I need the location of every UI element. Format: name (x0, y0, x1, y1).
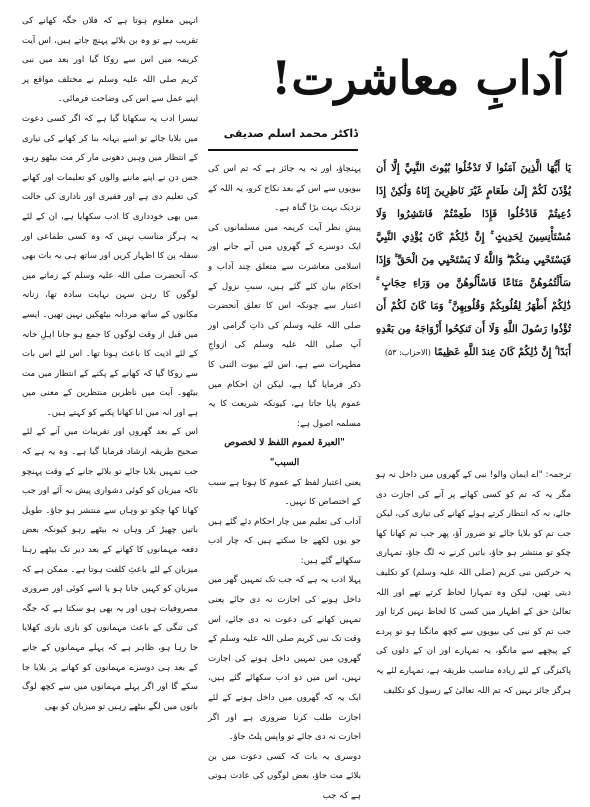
byline-rule (208, 149, 358, 151)
verse-reference: (الاحزاب: ۵۳) (384, 348, 431, 357)
paragraph: دوسری یہ بات کہ کسی دعوت میں بن بلائے مت جاؤ، بعض لوگوں کی عادت ہوتی ہے کہ جب (208, 751, 361, 801)
column-middle (208, 160, 361, 801)
quran-verse (376, 157, 571, 364)
translation-paragraph: ترجمہ: "اے ایمان والو! نبی کے گھروں میں داخل نہ ہو مگر یہ کہ تم کو کسی کھانے پر آنے کی اجازت دی جائے، نہ کہ انتظار کرتے ہوئے کھانے کی تیاری کی، لیکن جب تم کو بلایا جائے تو ضرور آؤ، پھر جب تم کھانا کھا چکو تو منتشر ہو جاؤ، باتیں کرنے نہ لگ جاؤ، تمہاری یہ حرکتیں نبی کریم (صلی اللہ علیہ وسلم) کو تکلیف دیتی تھیں، لیکن وہ تمہارا لحاظ کرتے تھے اور اللہ تعالیٰ حق کے اظہار میں کسی کا لحاظ نہیں کرتا اور جب تم کو نبی کی بیویوں سے کچھ مانگنا ہو تو پردے کے پیچھے سے مانگو، یہ تمہارے اور ان کے دلوں کی پاکیزگی کے لئے زیادہ مناسب طریقہ ہے، تمہارے لئے یہ ہرگز جائز نہیں کہ تم اللہ تعالیٰ کے رسول کو تکلیف (376, 470, 571, 696)
column-left (22, 12, 198, 792)
paragraph: پہلا ادب یہ ہے کہ جب تک تمہیں گھر میں داخل ہونے کی اجازت نہ دی جائے یعنی تمہیں کھانے کی دعوت نہ دی جائے، اس وقت تک نبی کریم صلی اللہ علیہ وسلم کے گھروں میں تمہیں داخل ہونے کی اجازت نہیں، اس میں دو ادب سکھائے گئے ہیں، ایک یہ کہ گھروں میں داخل ہونے کے لئے اجازت طلب کرنا ضروری ہے اور اگر اجازت نہ دی جائے تو واپس پلٹ جاؤ۔ (208, 575, 361, 743)
paragraph: یعنی اعتبار لفظ کے عموم کا ہوتا ہے سبب کے اختصاص کا نہیں۔ (208, 477, 361, 508)
paragraph: پیشِ نظر آیت کریمہ میں مسلمانوں کی ایک دوسرے کے گھروں میں آنے جانے اور اسلامی معاشرت سے متعلق چند آداب و احکام بیان کئے گئے ہیں، سببِ نزول کے اعتبار سے چونکہ اس کا تعلق آنحضرت صلی اللہ علیہ وسلم کی ذاتِ گرامی اور آپ صلی اللہ علیہ وسلم کی ازواجِ مطہرات سے ہے، اس لئے بیوت النبی کا ذکر فرمایا گیا ہے، لیکن ان احکام میں عموم پایا جاتا ہے، کیونکہ شریعت کا یہ مسلمہ اصول ہے: (208, 222, 361, 429)
article-title: آدابِ معاشرت! (271, 51, 565, 105)
verse-text: يَا أَيُّهَا الَّذِينَ آمَنُوا لَا تَدْخُلُوا بُيُوتَ النَّبِيِّ إِلَّا أَن يُؤْذَنَ لَكُمْ إِلَىٰ طَعَامٍ غَيْرَ نَاظِرِينَ إِنَاهُ وَلَٰكِنْ إِذَا دُعِيتُمْ فَادْخُلُوا فَإِذَا طَعِمْتُمْ فَانتَشِرُوا وَلَا مُسْتَأْنِسِينَ لِحَدِيثٍ ۚ إِنَّ ذَٰلِكُمْ كَانَ يُؤْذِي النَّبِيَّ فَيَسْتَحْيِي مِنكُمْ ۖ وَاللَّهُ لَا يَسْتَحْيِي مِنَ الْحَقِّ ۚ وَإِذَا سَأَلْتُمُوهُنَّ مَتَاعًا فَاسْأَلُوهُنَّ مِن وَرَاءِ حِجَابٍ ۚ ذَٰلِكُمْ أَطْهَرُ لِقُلُوبِكُمْ وَقُلُوبِهِنَّ ۚ وَمَا كَانَ لَكُمْ أَن تُؤْذُوا رَسُولَ اللَّهِ وَلَا أَن تَنكِحُوا أَزْوَاجَهُ مِن بَعْدِهِ أَبَدًا ۚ إِنَّ ذَٰلِكُمْ كَانَ عِندَ اللَّهِ عَظِيمًا (376, 163, 571, 358)
paragraph: تیسرا ادب یہ سکھایا گیا ہے کہ اگر کسی دعوت میں بلایا جائے تو اسے بہانہ بنا کر کھانے کی تیاری کے انتظار میں وہیں دھونی مار کر مت بیٹھو رہو، جس دن نے اپنے ماننے والوں کو تعلیمات اور کھانے کی تعلیم دی ہے اور فقیری اور ناداری کی حالت میں بھی خودداری کا ادب سکھایا ہے، ان کے لئے یہ ہرگز مناسب نہیں کہ وہ کسی طماعی اور سفلہ پن کا اظہار کریں اور ساتھ ہی یہ بات بھی کہ آنحضرت صلی اللہ علیہ وسلم کے زمانے میں لوگوں کا رہن سہن نہایت سادہ تھا، زنانہ مکانوں کے ساتھ مردانہ بیٹھکیں نہیں تھیں۔ ایسے میں قبل از وقت لوگوں کا جمع ہو جانا اہلِ خانہ کے لئے اذیت کا باعث ہوتا تھا۔ اس لئے اس بات سے روکا گیا کہ کھانے کے پکنے کے انتظار میں مت بیٹھو۔ آیت میں ناظرین منتظرین کے معنی میں ہے اور انہ میں انا کھانا پکنے کو کہتے ہیں۔ (22, 113, 198, 418)
author-byline: ڈاکٹر محمد اسلم صدیقی (223, 127, 358, 140)
paragraph: پہنچاؤ، اور نہ یہ جائز ہے کہ تم اس کی بیویوں سے اس کے بعد نکاح کرو، یہ اللہ کے نزدیک بہت بڑا گناہ ہے۔ (208, 164, 361, 214)
paragraph: اس کے بعد گھروں اور تقریبات میں آنے کے لئے صحیح طریقہ ارشاد فرمایا گیا ہے۔ وہ یہ ہے کہ جب تمہیں بلایا جائے تو بلائے جانے کے وقت پہنچو تاکہ میزبان کو کوئی دشواری پیش نہ آئے اور جب کھانا کھا چکو تو وہاں سے منتشر ہو جاؤ۔ طویل باتیں چھیڑ کر وہاں نہ بیٹھے رہو کیونکہ بعض دفعہ مہمانوں کا کھانے کے بعد دیر تک بیٹھے رہنا میزبان کے لئے باعثِ کلفت ہوتا ہے۔ ممکن ہے کہ میزبان کو کہیں جانا ہو یا اسے کوئی اور ضروری مصروفیات ہوں اور یہ بھی ہو سکتا ہے کہ جگہ کی تنگی کے باعث مہمانوں کو باری باری کھلایا جا رہا ہو، ظاہر ہے کہ پہلے مہمانوں کے جانے کے بعد ہی دوسرے مہمانوں کو کھانے پر بلایا جا سکے گا اور اگر پہلے مہمانوں میں سے کچھ لوگ باتوں میں لگے بیٹھے رہیں تو میزبان کو بھی (22, 427, 198, 712)
paragraph: آداب کی تعلیم میں چار احکام دئے گئے ہیں جو یوں لکھے جا سکتے ہیں کہ چار ادب سکھائے گئے ہیں: (208, 516, 361, 566)
column-right (376, 466, 571, 792)
arabic-maxim: "العبرۃ لعموم اللفظ لا لخصوص السبب" (224, 438, 345, 468)
paragraph: انہیں معلوم ہوتا ہے کہ فلاں جگہ کھانے کی تقریب ہے تو وہ بن بلائے پہنچ جاتے ہیں، اس آیت کریمہ میں اس سے روکا گیا اور بعد میں نبی کریم صلی اللہ علیہ وسلم نے مختلف مواقع پر اپنے عمل سے اس کی وضاحت فرمائی۔ (22, 16, 198, 105)
